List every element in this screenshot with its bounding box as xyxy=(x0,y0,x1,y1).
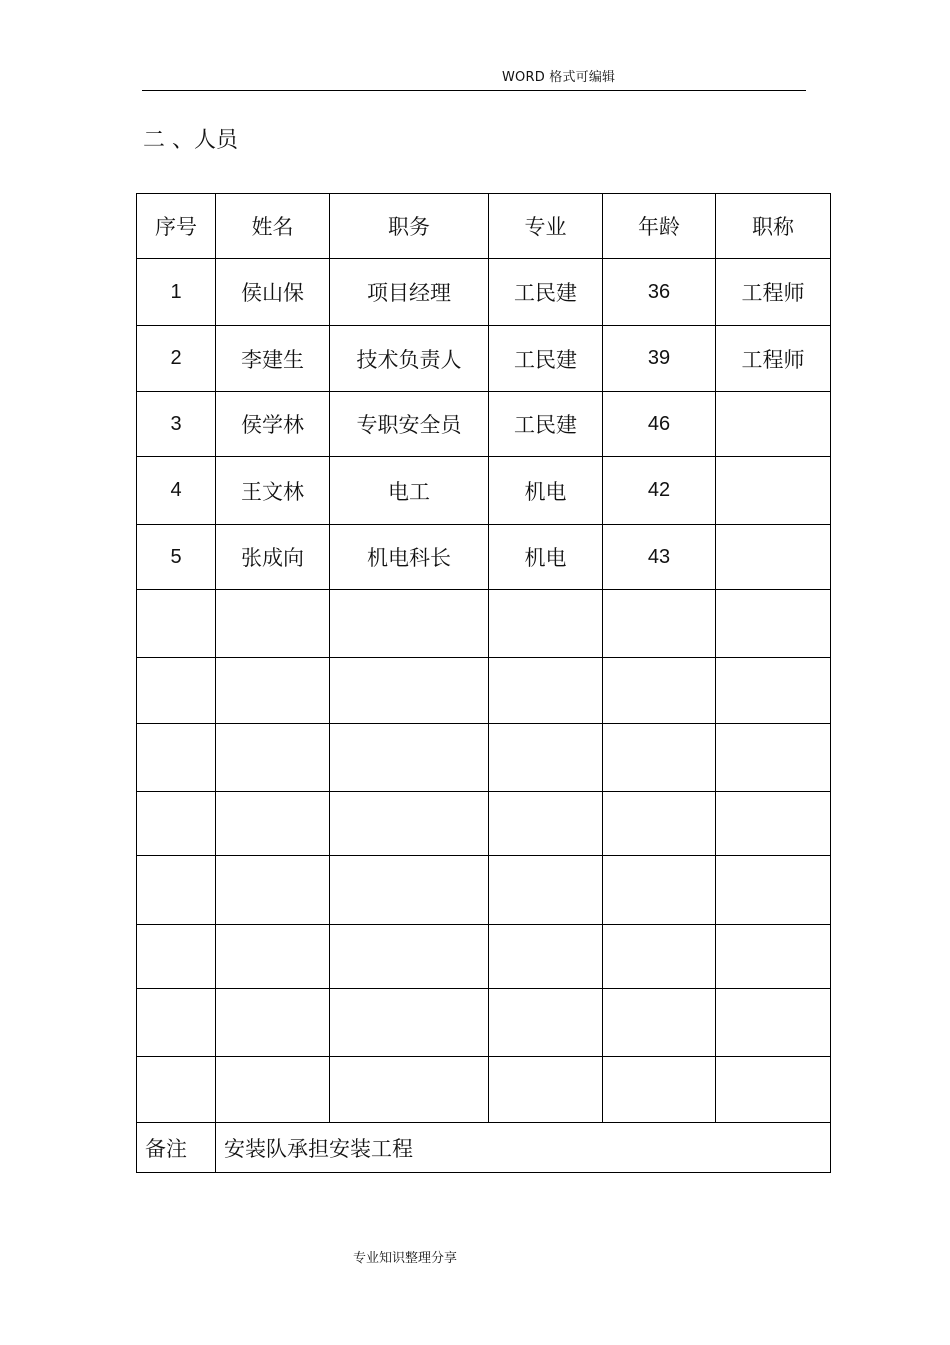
cell-age xyxy=(603,724,716,792)
cell-title xyxy=(716,457,831,525)
cell-age xyxy=(603,658,716,724)
cell-name xyxy=(216,989,330,1057)
table-row xyxy=(137,525,831,590)
cell-name xyxy=(216,925,330,989)
cell-position xyxy=(330,925,489,989)
page-footer: 专业知识整理分享 xyxy=(353,1251,458,1266)
cell-name: 李建生 xyxy=(216,326,330,392)
table-row xyxy=(137,792,831,856)
cell-index: 2 xyxy=(137,326,216,392)
cell-specialty xyxy=(489,590,603,658)
cell-position xyxy=(330,989,489,1057)
cell-specialty: 机电 xyxy=(489,525,603,590)
cell-position xyxy=(330,856,489,925)
table-row xyxy=(137,590,831,658)
cell-specialty xyxy=(489,724,603,792)
section-title: 二 、人员 xyxy=(143,128,238,153)
cell-age xyxy=(603,856,716,925)
cell-name: 侯山保 xyxy=(216,259,330,326)
cell-index: 1 xyxy=(137,259,216,326)
column-header-name: 姓名 xyxy=(216,194,330,259)
cell-age: 39 xyxy=(603,326,716,392)
column-header-specialty: 专业 xyxy=(489,194,603,259)
column-header-index: 序号 xyxy=(137,194,216,259)
cell-position xyxy=(330,1057,489,1123)
table-row xyxy=(137,1057,831,1123)
cell-name xyxy=(216,792,330,856)
cell-age xyxy=(603,925,716,989)
cell-index xyxy=(137,1057,216,1123)
cell-name xyxy=(216,590,330,658)
column-header-age: 年龄 xyxy=(603,194,716,259)
cell-age: 36 xyxy=(603,259,716,326)
table-row xyxy=(137,457,831,525)
cell-title xyxy=(716,525,831,590)
cell-index: 3 xyxy=(137,392,216,457)
cell-age xyxy=(603,989,716,1057)
cell-name xyxy=(216,724,330,792)
cell-name: 张成向 xyxy=(216,525,330,590)
cell-name xyxy=(216,658,330,724)
cell-title xyxy=(716,989,831,1057)
table-row xyxy=(137,326,831,392)
cell-specialty xyxy=(489,1057,603,1123)
cell-title xyxy=(716,658,831,724)
cell-title xyxy=(716,925,831,989)
table-body xyxy=(137,259,831,1123)
cell-name xyxy=(216,856,330,925)
note-label: 备注 xyxy=(137,1123,216,1173)
cell-position: 技术负责人 xyxy=(330,326,489,392)
cell-specialty: 工民建 xyxy=(489,392,603,457)
cell-title xyxy=(716,392,831,457)
cell-position xyxy=(330,658,489,724)
table-row xyxy=(137,989,831,1057)
cell-name: 王文林 xyxy=(216,457,330,525)
header-text: WORD 格式可编辑 xyxy=(502,70,616,85)
cell-specialty: 工民建 xyxy=(489,326,603,392)
cell-specialty xyxy=(489,989,603,1057)
table-row xyxy=(137,856,831,925)
cell-age xyxy=(603,792,716,856)
cell-name: 侯学林 xyxy=(216,392,330,457)
cell-age: 42 xyxy=(603,457,716,525)
cell-specialty: 机电 xyxy=(489,457,603,525)
table-row xyxy=(137,259,831,326)
column-header-position: 职务 xyxy=(330,194,489,259)
page-header xyxy=(142,68,806,91)
cell-title xyxy=(716,792,831,856)
cell-index xyxy=(137,925,216,989)
cell-age xyxy=(603,590,716,658)
note-text: 安装队承担安装工程 xyxy=(216,1123,831,1173)
cell-age: 46 xyxy=(603,392,716,457)
cell-age: 43 xyxy=(603,525,716,590)
cell-title xyxy=(716,590,831,658)
cell-position: 专职安全员 xyxy=(330,392,489,457)
cell-title: 工程师 xyxy=(716,326,831,392)
cell-index xyxy=(137,724,216,792)
table-header-row xyxy=(137,194,831,259)
cell-position: 电工 xyxy=(330,457,489,525)
cell-position: 机电科长 xyxy=(330,525,489,590)
cell-position: 项目经理 xyxy=(330,259,489,326)
cell-specialty xyxy=(489,792,603,856)
cell-age xyxy=(603,1057,716,1123)
table-row xyxy=(137,925,831,989)
cell-position xyxy=(330,590,489,658)
cell-index xyxy=(137,856,216,925)
note-row xyxy=(137,1123,831,1173)
cell-title xyxy=(716,724,831,792)
cell-index xyxy=(137,989,216,1057)
cell-title: 工程师 xyxy=(716,259,831,326)
cell-specialty xyxy=(489,856,603,925)
personnel-table xyxy=(136,193,831,1173)
cell-index xyxy=(137,658,216,724)
cell-position xyxy=(330,792,489,856)
cell-name xyxy=(216,1057,330,1123)
cell-title xyxy=(716,856,831,925)
cell-index: 4 xyxy=(137,457,216,525)
cell-specialty: 工民建 xyxy=(489,259,603,326)
cell-index xyxy=(137,792,216,856)
cell-index xyxy=(137,590,216,658)
cell-title xyxy=(716,1057,831,1123)
cell-index: 5 xyxy=(137,525,216,590)
table-row xyxy=(137,724,831,792)
cell-specialty xyxy=(489,925,603,989)
column-header-title: 职称 xyxy=(716,194,831,259)
table-row xyxy=(137,658,831,724)
table-row xyxy=(137,392,831,457)
cell-specialty xyxy=(489,658,603,724)
cell-position xyxy=(330,724,489,792)
